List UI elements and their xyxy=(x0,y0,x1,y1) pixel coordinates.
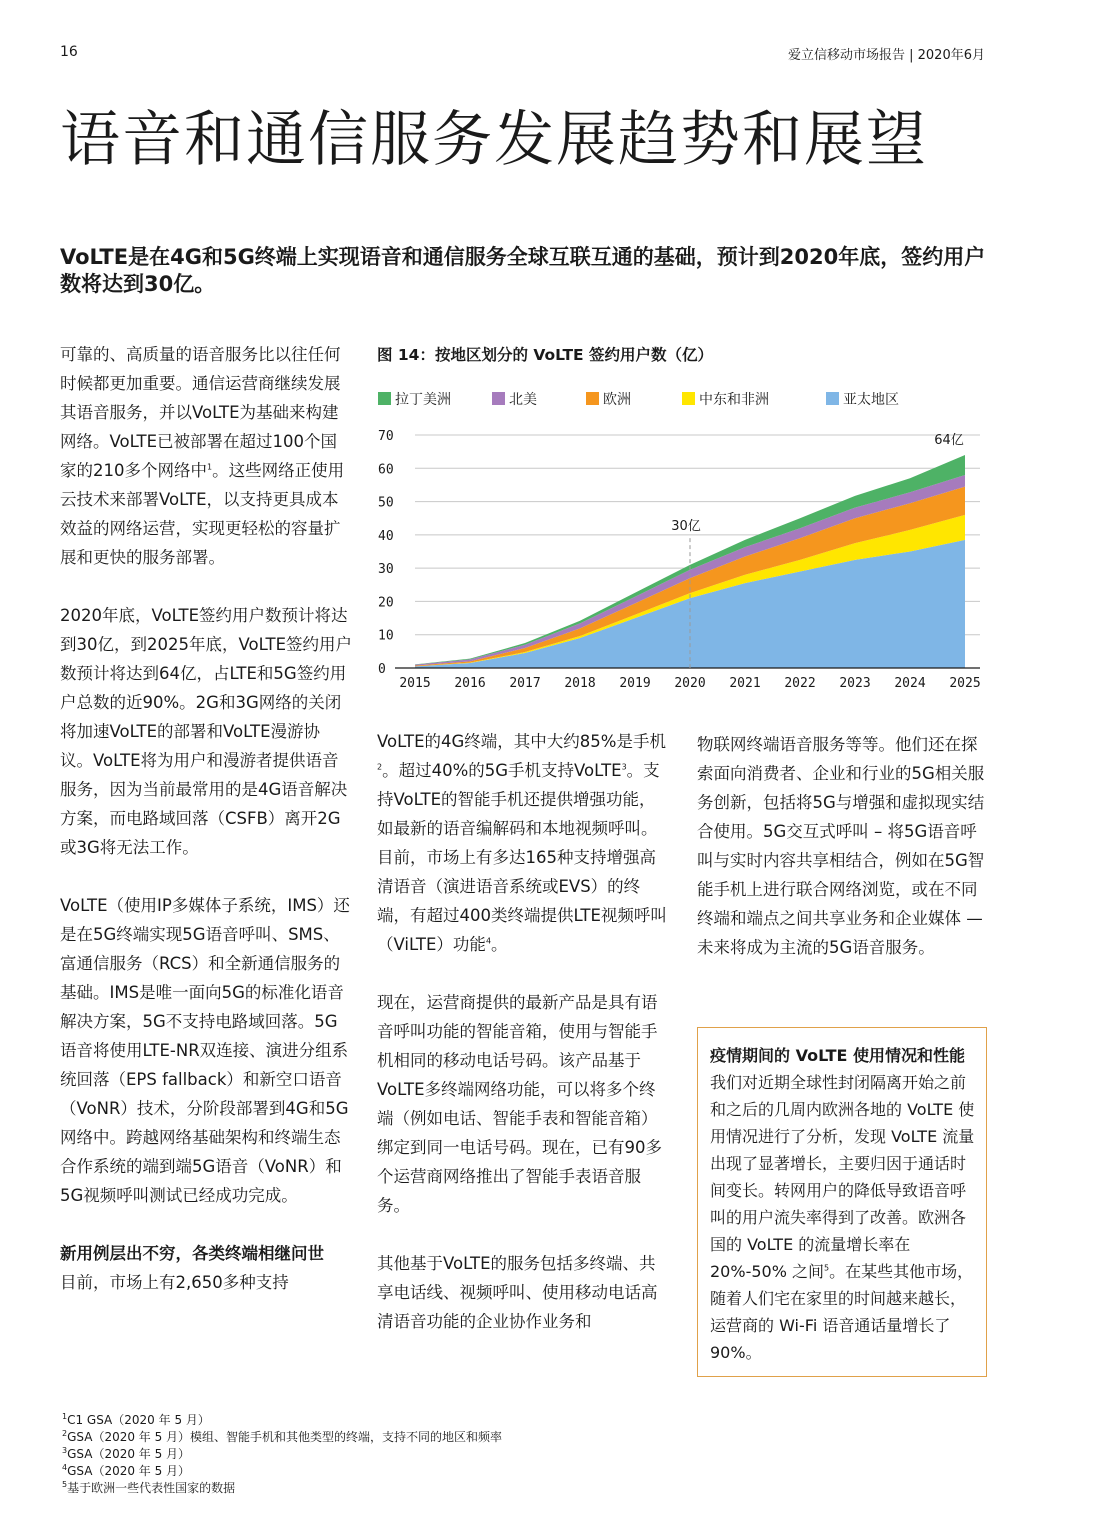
footnote-3: $^3$GSA（2020 年 5 月） xyxy=(62,1446,191,1461)
legend-label: 北美 xyxy=(509,392,537,408)
page-title: 语音和通信服务发展趋势和展望 xyxy=(60,105,928,175)
footnote-1: $^1$C1 GSA（2020 年 5 月） xyxy=(62,1412,210,1427)
y-tick-label: 10 xyxy=(378,628,394,644)
footnote-ref: 5 xyxy=(824,1263,830,1273)
y-tick-label: 40 xyxy=(378,528,394,544)
x-tick-label: 2021 xyxy=(729,676,761,691)
volte-area-chart xyxy=(360,380,990,700)
callout-body: 我们对近期全球性封闭隔离开始之前和之后的几周内欧洲各地的 VoLTE 使用情况进行了分析，发现 VoLTE 流量出现了显著增长，主要归因于通话时间变长。转网用户的降低导致语音呼叫的用户流失率得到了改善。欧洲各国的 VoLTE 的流量增长率在 20%-50% 之间$^5$。在某些其他市场，随着人们宅在家里的时间越来越长，运营商的 Wi-Fi 语音通话量增长了 90%。 xyxy=(710,1073,975,1362)
y-tick-label: 20 xyxy=(378,595,394,611)
legend-label: 欧洲 xyxy=(603,392,631,408)
annotation-label: 30亿 xyxy=(671,519,701,535)
x-tick-label: 2015 xyxy=(399,676,431,691)
mid-paragraph-2: 现在，运营商提供的最新产品是具有语音呼叫功能的智能音箱，使用与智能手机相同的移动电话号码。该产品基于VoLTE多终端网络功能，可以将多个终端（例如电话、智能手表和智能音箱）绑定到同一电话号码。现在，已有90多个运营商网络推出了智能手表语音服务。 xyxy=(377,993,662,1215)
legend-label: 亚太地区 xyxy=(843,392,899,408)
legend-label: 中东和非洲 xyxy=(699,392,769,408)
section-subtitle: VoLTE是在4G和5G终端上实现语音和通信服务全球互联互通的基础，预计到2020年底，签约用户数将达到30亿。 xyxy=(60,245,986,296)
footnote-ref: 1 xyxy=(207,462,213,472)
section-heading: 新用例层出不穷，各类终端相继问世 xyxy=(60,1244,324,1263)
callout-title: 疫情期间的 VoLTE 使用情况和性能 xyxy=(710,1046,966,1065)
chart-title: 图 14：按地区划分的 VoLTE 签约用户数（亿） xyxy=(377,346,714,364)
x-tick-label: 2022 xyxy=(784,676,816,691)
left-paragraph-2: 2020年底，VoLTE签约用户数预计将达到30亿，到2025年底，VoLTE签约用户数预计将达到64亿，占LTE和5G签约用户总数的近90%。2G和3G网络的关闭将加速VoLTE的部署和VoLTE漫游协议。VoLTE将为用户和漫游者提供语音服务，因为当前最常用的是4G语音解决方案，而电路域回落（CSFB）离开2G或3G将无法工作。 xyxy=(60,606,353,857)
x-tick-label: 2016 xyxy=(454,676,486,691)
y-tick-label: 60 xyxy=(378,462,394,478)
left-paragraph-3: VoLTE（使用IP多媒体子系统，IMS）还是在5G终端实现5G语音呼叫、SMS、富通信服务（RCS）和全新通信服务的基础。IMS是唯一面向5G的标准化语音解决方案，5G不支持电路域回落。5G语音将使用LTE-NR双连接、演进分组系统回落（EPS fallback）和新空口语音（VoNR）技术，分阶段部署到4G和5G网络中。跨越网络基础架构和终端生态合作系统的端到端5G语音（VoNR）和5G视频呼叫测试已经成功完成。 xyxy=(60,896,350,1205)
x-tick-label: 2017 xyxy=(509,676,541,691)
left-paragraph-1: 可靠的、高质量的语音服务比以往任何时候都更加重要。通信运营商继续发展其语音服务，并以VoLTE为基础来构建网络。VoLTE已被部署在超过100个国家的210多个网络中$^1$。这些网络正使用云技术来部署VoLTE，以支持更具成本效益的网络运营，实现更轻松的容量扩展和更快的服务部署。 xyxy=(60,345,345,567)
footnote-5: $^5$基于欧洲一些代表性国家的数据 xyxy=(62,1480,236,1495)
page-number: 16 xyxy=(60,44,78,60)
footnote-ref: 3 xyxy=(621,762,627,772)
annotation-label: 64亿 xyxy=(934,432,964,448)
legend-swatch xyxy=(378,392,391,405)
legend-swatch xyxy=(682,392,695,405)
mid-paragraph-1: VoLTE的4G终端，其中大约85%是手机$^2$。超过40%的5G手机支持VoLTE$^3$。支持VoLTE的智能手机还提供增强功能，如最新的语音编解码和本地视频呼叫。目前，市场上有多达165种支持增强高清语音（演进语音系统或EVS）的终端，有超过400类终端提供LTE视频呼叫（ViLTE）功能$^4$。 xyxy=(377,732,667,954)
covid-callout-box xyxy=(697,1027,987,1377)
left-paragraph-4: 目前，市场上有2,650多种支持 xyxy=(60,1273,289,1292)
y-tick-label: 70 xyxy=(378,429,394,444)
x-tick-label: 2018 xyxy=(564,676,596,691)
legend-swatch xyxy=(826,392,839,405)
running-head: 爱立信移动市场报告 | 2020年6月 xyxy=(788,48,985,63)
x-tick-label: 2020 xyxy=(674,676,706,691)
y-tick-label: 30 xyxy=(378,562,394,578)
chart-legend xyxy=(378,391,899,408)
right-column xyxy=(697,730,989,962)
y-tick-label: 50 xyxy=(378,495,394,511)
x-tick-label: 2025 xyxy=(949,676,981,691)
x-tick-label: 2023 xyxy=(839,676,871,691)
y-tick-label: 0 xyxy=(378,662,386,677)
footnote-ref: 4 xyxy=(485,936,492,946)
x-tick-label: 2024 xyxy=(894,676,926,691)
footnote-ref: 2 xyxy=(377,762,383,772)
right-paragraph-1: 物联网终端语音服务等等。他们还在探索面向消费者、企业和行业的5G相关服务创新，包括将5G与增强和虚拟现实结合使用。5G交互式呼叫 – 将5G语音呼叫与实时内容共享相结合，例如在5G智能手机上进行联合网络浏览，或在不同终端和端点之间共享业务和企业媒体 — 未来将成为主流的5G语音服务。 xyxy=(697,735,985,957)
legend-swatch xyxy=(586,392,599,405)
middle-column xyxy=(377,727,669,1336)
left-column xyxy=(60,340,352,1297)
mid-paragraph-3: 其他基于VoLTE的服务包括多终端、共享电话线、视频呼叫、使用移动电话高清语音功能的企业协作业务和 xyxy=(377,1254,658,1331)
legend-swatch xyxy=(492,392,505,405)
x-tick-label: 2019 xyxy=(619,676,651,691)
footnote-4: $^4$GSA（2020 年 5 月） xyxy=(62,1463,191,1478)
footnote-2: $^2$GSA（2020 年 5 月）模组、智能手机和其他类型的终端，支持不同的地区和频率 xyxy=(62,1429,503,1444)
legend-label: 拉丁美洲 xyxy=(395,392,451,408)
footnotes xyxy=(62,1412,502,1497)
